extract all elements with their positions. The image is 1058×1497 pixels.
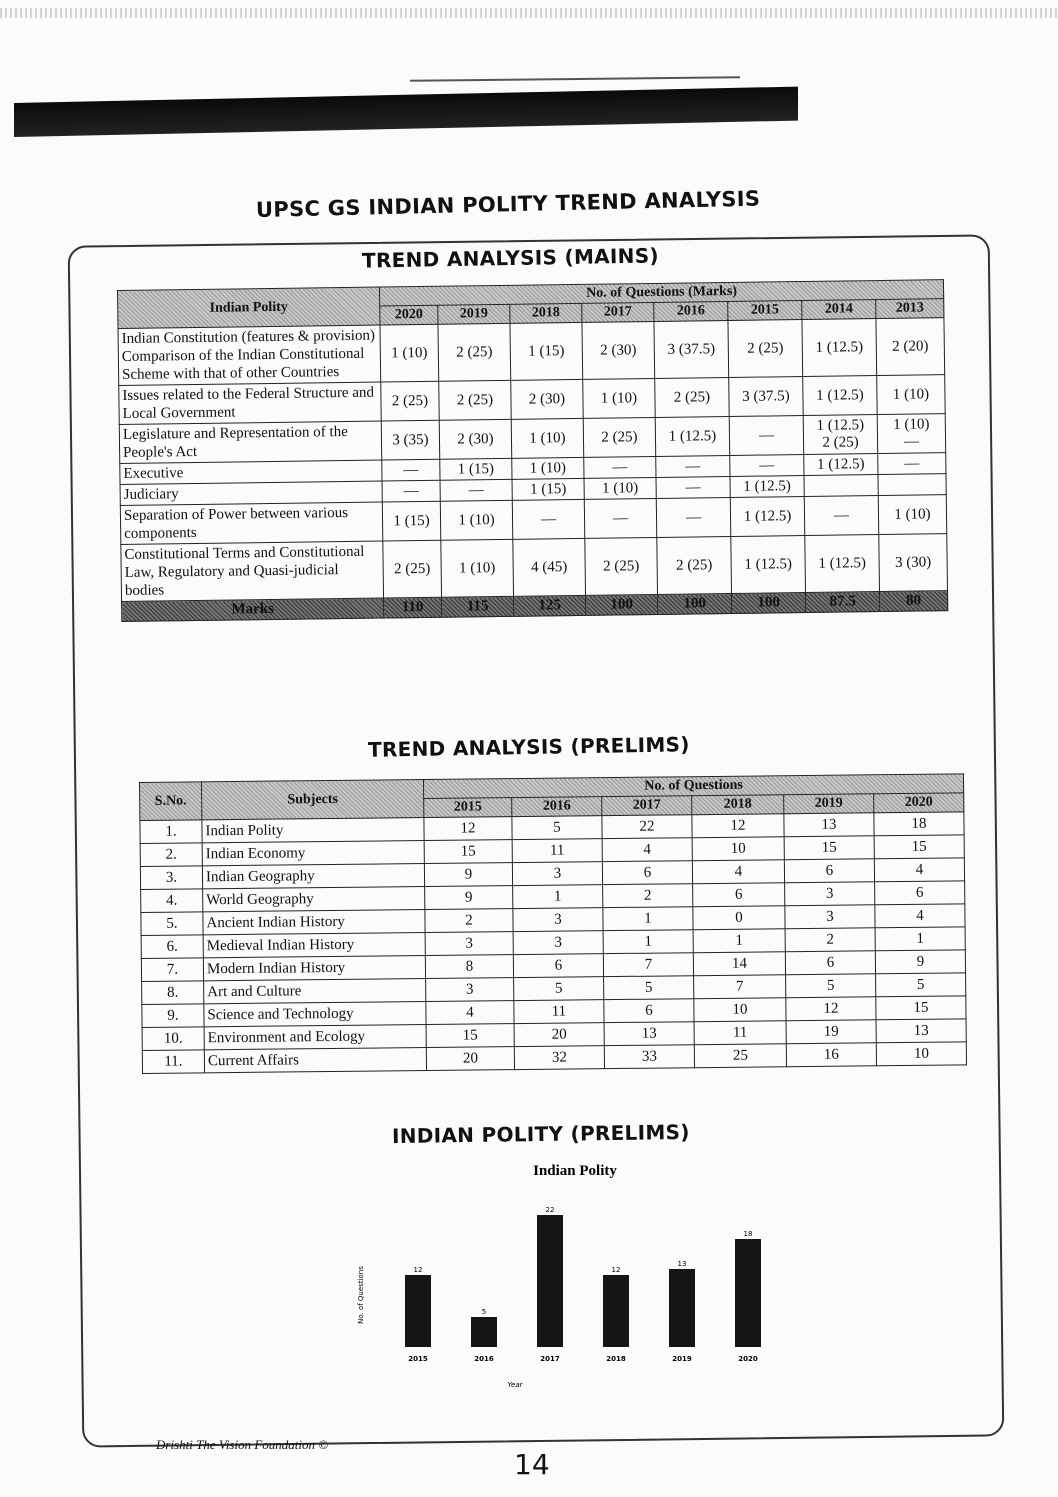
- chart-bar: [537, 1215, 563, 1347]
- marks-value-cell: 100: [732, 593, 806, 614]
- prelims-year-header: 2018: [692, 795, 784, 815]
- mains-subject-cell: Judiciary: [120, 481, 382, 505]
- prelims-value-cell: 4: [602, 838, 692, 862]
- prelims-value-cell: 12: [692, 814, 784, 838]
- prelims-value-cell: 4: [875, 904, 965, 928]
- mains-value-cell: 1 (10) —: [877, 414, 946, 454]
- prelims-value-cell: 2: [785, 928, 875, 952]
- prelims-subject-header: Subjects: [202, 780, 424, 820]
- prelims-value-cell: 16: [786, 1043, 876, 1067]
- mains-section-title: TREND ANALYSIS (MAINS): [361, 243, 660, 273]
- prelims-value-cell: 7: [603, 953, 693, 977]
- prelims-value-cell: 9: [425, 886, 513, 910]
- prelims-value-cell: 14: [693, 952, 785, 976]
- mains-value-cell: —: [656, 455, 730, 477]
- mains-subject-cell: Executive: [120, 460, 382, 484]
- prelims-subject-cell: Indian Geography: [202, 864, 424, 889]
- mains-value-cell: 3 (37.5): [729, 377, 804, 417]
- prelims-subject-cell: Environment and Ecology: [204, 1025, 426, 1050]
- prelims-value-cell: 11: [694, 1021, 786, 1045]
- prelims-value-cell: 1: [513, 885, 603, 909]
- prelims-value-cell: 20: [426, 1047, 514, 1071]
- mains-value-cell: 1 (10): [380, 324, 439, 382]
- mains-value-cell: 2 (25): [655, 378, 730, 418]
- mains-value-cell: [804, 475, 878, 497]
- x-tick-label: 2015: [408, 1355, 428, 1363]
- mains-subject-cell: Legislature and Representation of the People's Act: [119, 421, 381, 463]
- marks-value-cell: 110: [384, 597, 442, 618]
- prelims-sno-cell: 2.: [140, 843, 202, 867]
- prelims-sno-cell: 9.: [142, 1004, 204, 1028]
- chart-bar: [669, 1269, 695, 1347]
- prelims-value-cell: 19: [786, 1020, 876, 1044]
- mains-value-cell: 1 (10): [441, 539, 514, 597]
- prelims-subject-cell: Medieval Indian History: [203, 933, 425, 958]
- prelims-value-cell: 13: [784, 813, 874, 837]
- mains-value-cell: —: [878, 453, 946, 475]
- prelims-value-cell: 11: [514, 1000, 604, 1024]
- mains-subject-header: Indian Polity: [118, 287, 380, 328]
- prelims-value-cell: 2: [425, 909, 513, 933]
- decorative-rule: [410, 76, 740, 81]
- prelims-value-cell: 3: [785, 905, 875, 929]
- prelims-value-cell: 4: [426, 1001, 514, 1025]
- prelims-sno-cell: 7.: [141, 958, 203, 982]
- mains-value-cell: —: [656, 497, 731, 537]
- chart-svg: [355, 1155, 795, 1405]
- mains-year-header: 2016: [654, 302, 728, 322]
- prelims-value-cell: 6: [693, 883, 785, 907]
- mains-value-cell: —: [730, 455, 804, 477]
- prelims-value-cell: 5: [786, 974, 876, 998]
- prelims-value-cell: 5: [514, 977, 604, 1001]
- prelims-sno-cell: 8.: [142, 981, 204, 1005]
- mains-value-cell: 1 (10): [583, 378, 656, 418]
- mains-value-cell: —: [382, 459, 440, 481]
- prelims-year-header: 2019: [784, 794, 874, 814]
- prelims-value-cell: 20: [514, 1023, 604, 1047]
- prelims-sno-header: S.No.: [140, 782, 202, 821]
- prelims-value-cell: 1: [875, 927, 965, 951]
- prelims-body: [140, 812, 967, 1074]
- mains-value-cell: 4 (45): [513, 538, 586, 596]
- mains-group-header: No. of Questions (Marks): [379, 280, 943, 306]
- mains-value-cell: —: [656, 476, 730, 498]
- prelims-value-cell: 4: [692, 860, 784, 884]
- mains-value-cell: 1 (12.5): [804, 454, 878, 476]
- prelims-value-cell: 3: [425, 932, 513, 956]
- x-tick-label: 2019: [672, 1355, 692, 1363]
- prelims-value-cell: 2: [603, 884, 693, 908]
- x-tick-label: 2017: [540, 1355, 560, 1363]
- prelims-sno-cell: 6.: [141, 935, 203, 959]
- prelims-value-cell: 15: [874, 835, 964, 859]
- prelims-value-cell: 3: [426, 978, 514, 1002]
- x-tick-label: 2018: [606, 1355, 626, 1363]
- marks-value-cell: 125: [514, 595, 586, 616]
- mains-year-header: 2020: [380, 305, 438, 325]
- prelims-value-cell: 15: [424, 840, 512, 864]
- prelims-subject-cell: Ancient Indian History: [203, 910, 425, 935]
- footer-publisher: Drishti The Vision Foundation ©: [156, 1437, 329, 1452]
- prelims-value-cell: 12: [786, 997, 876, 1021]
- mains-value-cell: —: [382, 480, 440, 502]
- mains-value-cell: 2 (25): [585, 537, 658, 595]
- indian-polity-chart: [355, 1155, 795, 1405]
- mains-value-cell: 1 (15): [512, 478, 584, 500]
- prelims-value-cell: 5: [876, 973, 966, 997]
- prelims-value-cell: 6: [875, 881, 965, 905]
- prelims-value-cell: 13: [876, 1019, 966, 1043]
- marks-label: Marks: [122, 598, 384, 621]
- prelims-value-cell: 10: [692, 837, 784, 861]
- marks-value-cell: 100: [658, 593, 732, 614]
- prelims-value-cell: 1: [693, 929, 785, 953]
- prelims-value-cell: 12: [424, 817, 512, 841]
- mains-value-cell: 1 (12.5): [803, 376, 878, 416]
- prelims-value-cell: 1: [603, 930, 693, 954]
- prelims-value-cell: 15: [784, 836, 874, 860]
- mains-subject-cell: Separation of Power between various components: [120, 502, 382, 544]
- mains-year-header: 2017: [582, 302, 654, 322]
- mains-value-cell: 3 (35): [381, 420, 440, 460]
- prelims-value-cell: 6: [513, 954, 603, 978]
- mains-value-cell: —: [729, 416, 804, 456]
- prelims-table: [139, 773, 967, 1074]
- x-axis-label: Year: [507, 1381, 523, 1389]
- prelims-value-cell: 4: [874, 858, 964, 882]
- prelims-value-cell: 5: [604, 976, 694, 1000]
- mains-value-cell: 3 (37.5): [654, 321, 729, 379]
- prelims-value-cell: 5: [512, 816, 602, 840]
- prelims-value-cell: 6: [604, 999, 694, 1023]
- marks-value-cell: 87.5: [806, 592, 880, 613]
- prelims-value-cell: 32: [514, 1046, 604, 1070]
- mains-body: [118, 318, 948, 602]
- prelims-subject-cell: Modern Indian History: [203, 956, 425, 981]
- prelims-value-cell: 6: [602, 861, 692, 885]
- mains-value-cell: 1 (12.5): [805, 535, 880, 593]
- mains-value-cell: 2 (25): [657, 536, 732, 594]
- mains-subject-cell: Constitutional Terms and Constitutional Law, Regulatory and Quasi-judicial bodies: [121, 541, 384, 601]
- mains-value-cell: 1 (12.5): [730, 497, 805, 537]
- mains-value-cell: 1 (10): [584, 477, 656, 499]
- page-number: 14: [514, 1448, 550, 1481]
- prelims-value-cell: 25: [694, 1044, 786, 1068]
- prelims-subject-cell: World Geography: [203, 887, 425, 912]
- mains-table: [117, 279, 948, 622]
- mains-value-cell: —: [440, 479, 512, 501]
- prelims-year-header: 2020: [874, 793, 964, 813]
- mains-value-cell: 1 (15): [440, 458, 512, 480]
- prelims-value-cell: 8: [425, 955, 513, 979]
- chart-bar: [603, 1275, 629, 1347]
- mains-value-cell: —: [584, 498, 657, 538]
- mains-value-cell: —: [512, 499, 585, 539]
- mains-value-cell: 1 (15): [382, 501, 441, 541]
- mains-value-cell: 1 (10): [440, 500, 513, 540]
- prelims-value-cell: 9: [875, 950, 965, 974]
- page-title: UPSC GS INDIAN POLITY TREND ANALYSIS: [255, 186, 761, 222]
- bar-data-label: 13: [677, 1260, 687, 1268]
- marks-value-cell: 100: [586, 594, 658, 615]
- mains-value-cell: 2 (25): [583, 417, 656, 457]
- prelims-section-title: TREND ANALYSIS (PRELIMS): [367, 732, 690, 762]
- mains-value-cell: 2 (25): [438, 323, 511, 381]
- mains-year-header: 2014: [802, 300, 876, 320]
- prelims-value-cell: 6: [785, 951, 875, 975]
- mains-year-header: 2018: [510, 303, 582, 323]
- prelims-sno-cell: 1.: [140, 820, 202, 844]
- x-tick-label: 2020: [738, 1355, 758, 1363]
- prelims-sno-cell: 10.: [142, 1027, 204, 1051]
- prelims-year-header: 2016: [512, 797, 602, 817]
- mains-value-cell: 3 (30): [879, 534, 948, 592]
- mains-value-cell: 2 (25): [439, 380, 512, 420]
- mains-value-cell: 2 (25): [381, 381, 440, 421]
- x-tick-label: 2016: [474, 1355, 494, 1363]
- mains-subject-cell: Indian Constitution (features & provision) Comparison of the Indian Constitutional Scheme with that of other Countries: [118, 325, 381, 385]
- mains-value-cell: 2 (30): [511, 379, 584, 419]
- mains-year-header: 2013: [876, 299, 944, 319]
- mains-value-cell: 1 (10): [512, 457, 584, 479]
- bar-data-label: 5: [481, 1308, 487, 1316]
- prelims-value-cell: 10: [876, 1042, 966, 1066]
- prelims-sno-cell: 5.: [141, 912, 203, 936]
- mains-value-cell: 2 (30): [439, 419, 512, 459]
- mains-value-cell: 1 (12.5): [655, 416, 730, 456]
- prelims-value-cell: 13: [604, 1022, 694, 1046]
- prelims-value-cell: 3: [513, 931, 603, 955]
- header-black-bar: [14, 87, 798, 137]
- prelims-value-cell: 11: [512, 839, 602, 863]
- prelims-value-cell: 7: [694, 975, 786, 999]
- prelims-subject-cell: Indian Economy: [202, 841, 424, 866]
- bar-data-label: 12: [611, 1266, 621, 1274]
- prelims-sno-cell: 3.: [140, 866, 202, 890]
- prelims-value-cell: 18: [874, 812, 964, 836]
- scan-noise-strip: [0, 8, 1058, 18]
- prelims-subject-cell: Science and Technology: [204, 1002, 426, 1027]
- prelims-sno-cell: 11.: [142, 1050, 204, 1074]
- prelims-value-cell: 15: [876, 996, 966, 1020]
- prelims-value-cell: 1: [603, 907, 693, 931]
- prelims-value-cell: 22: [602, 815, 692, 839]
- prelims-value-cell: 10: [694, 998, 786, 1022]
- mains-value-cell: 1 (12.5): [802, 319, 877, 377]
- prelims-value-cell: 33: [604, 1045, 694, 1069]
- mains-year-header: 2015: [728, 301, 802, 321]
- mains-value-cell: 1 (12.5): [731, 536, 806, 594]
- prelims-group-header: No. of Questions: [423, 774, 963, 799]
- chart-section-title: INDIAN POLITY (PRELIMS): [391, 1119, 690, 1149]
- bar-data-label: 22: [545, 1206, 555, 1214]
- prelims-value-cell: 9: [424, 863, 512, 887]
- mains-value-cell: 1 (12.5): [730, 476, 804, 498]
- prelims-subject-cell: Indian Polity: [202, 818, 424, 843]
- prelims-value-cell: 3: [785, 882, 875, 906]
- mains-value-cell: 2 (30): [582, 321, 655, 379]
- chart-title: Indian Polity: [533, 1163, 617, 1179]
- mains-year-header: 2019: [438, 304, 510, 324]
- chart-bar: [405, 1275, 431, 1347]
- prelims-value-cell: 15: [426, 1024, 514, 1048]
- chart-bar: [735, 1239, 761, 1347]
- mains-value-cell: 2 (25): [728, 320, 803, 378]
- mains-value-cell: 1 (10): [878, 495, 947, 535]
- mains-value-cell: 1 (12.5) 2 (25): [803, 415, 878, 455]
- prelims-subject-cell: Current Affairs: [204, 1048, 426, 1073]
- prelims-year-header: 2015: [424, 798, 512, 818]
- chart-bar: [471, 1317, 497, 1347]
- y-axis-label: No. of Questions: [357, 1266, 365, 1324]
- mains-value-cell: 2 (20): [876, 318, 945, 376]
- mains-value-cell: 2 (25): [383, 540, 442, 598]
- bar-data-label: 18: [743, 1230, 753, 1238]
- bar-data-label: 12: [413, 1266, 423, 1274]
- prelims-value-cell: 3: [513, 908, 603, 932]
- mains-value-cell: 1 (15): [510, 322, 583, 380]
- mains-value-cell: [878, 474, 946, 496]
- prelims-value-cell: 0: [693, 906, 785, 930]
- prelims-value-cell: 3: [512, 862, 602, 886]
- mains-value-cell: 1 (10): [511, 418, 584, 458]
- mains-value-cell: 1 (10): [877, 375, 946, 415]
- mains-value-cell: —: [804, 496, 879, 536]
- prelims-sno-cell: 4.: [141, 889, 203, 913]
- marks-value-cell: 115: [442, 596, 514, 617]
- marks-value-cell: 80: [880, 591, 948, 612]
- mains-value-cell: —: [584, 456, 656, 478]
- prelims-subject-cell: Art and Culture: [204, 979, 426, 1004]
- prelims-year-header: 2017: [602, 796, 692, 816]
- mains-subject-cell: Issues related to the Federal Structure and Local Government: [119, 382, 381, 424]
- prelims-value-cell: 6: [784, 859, 874, 883]
